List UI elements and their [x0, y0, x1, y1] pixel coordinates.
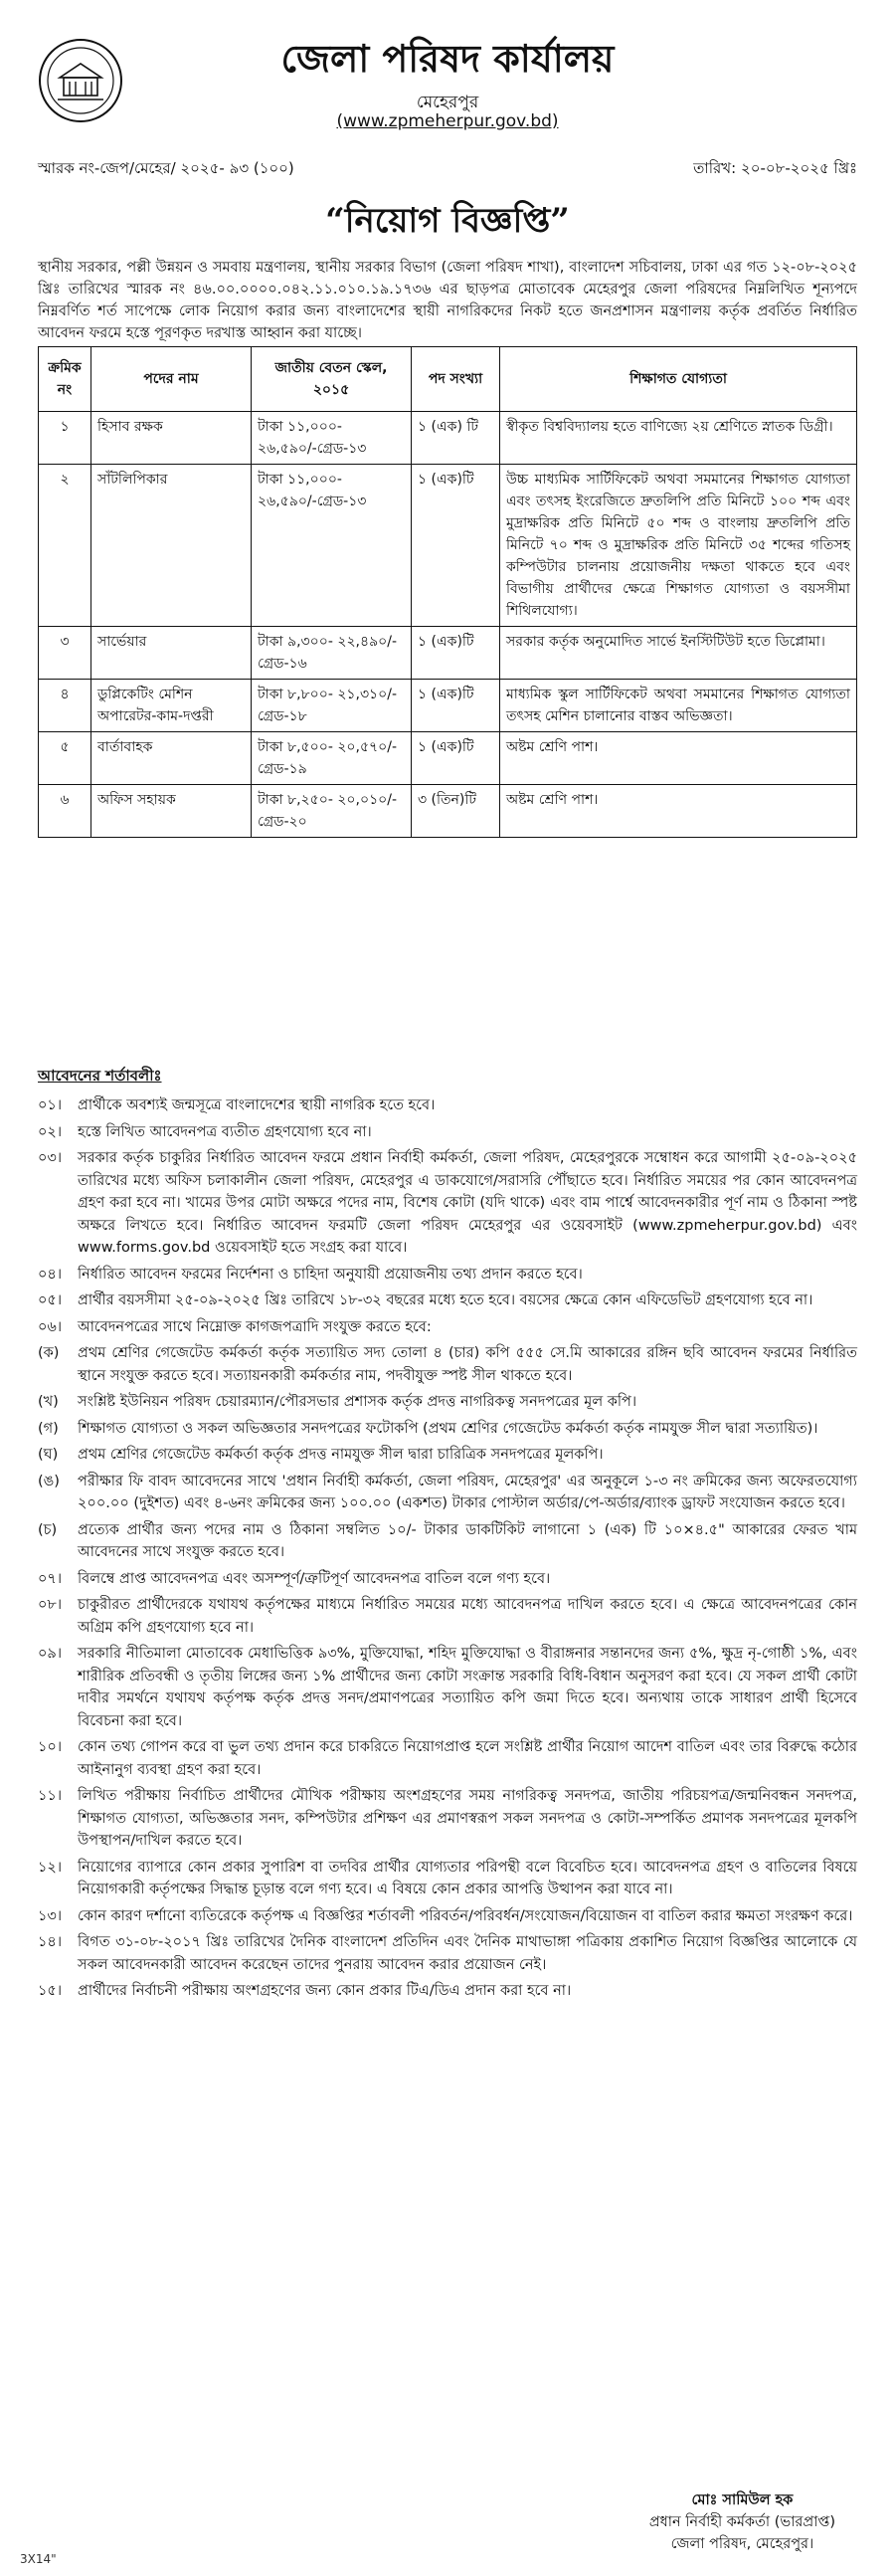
- table-row: [39, 627, 857, 680]
- condition-text: প্রার্থীদের নির্বাচনী পরীক্ষায় অংশগ্রহণের জন্য কোন প্রকার টিএ/ডিএ প্রদান করা হবে না।: [78, 1983, 572, 1999]
- header-post-name: পদের নাম: [91, 347, 252, 412]
- cell-serial: ১: [39, 412, 91, 465]
- condition-number: (গ): [38, 1420, 59, 1437]
- condition-item: [38, 1519, 857, 1564]
- table-row: [39, 412, 857, 465]
- condition-item: [38, 1342, 857, 1387]
- cell-serial: ৩: [39, 627, 91, 680]
- condition-item: [38, 1147, 857, 1260]
- cell-post-count: ১ (এক) টি: [412, 412, 500, 465]
- condition-number: ১৩।: [38, 1907, 63, 1924]
- cell-qualification: সরকার কর্তৃক অনুমোদিত সার্ভে ইনস্টিটিউট হতে ডিপ্লোমা।: [500, 627, 857, 680]
- condition-text: বিগত ৩১-০৮-২০১৭ খ্রিঃ তারিখের দৈনিক বাংলাদেশ প্রতিদিন এবং দৈনিক মাথাভাঙ্গা পত্রিকায় প্রকাশিত নিয়োগ বিজ্ঞপ্তির আলোকে যে সকল আবেদনকারী আবেদন করেছেন তাদের পুনরায় আবেদন করার প্রয়োজন নেই।: [78, 1934, 857, 1973]
- cell-qualification: স্বীকৃত বিশ্ববিদ্যালয় হতে বাণিজ্যে ২য় শ্রেণিতে স্নাতক ডিগ্রী।: [500, 412, 857, 465]
- condition-number: ০৫।: [38, 1292, 63, 1308]
- condition-item: [38, 1121, 857, 1144]
- condition-text: হস্তে লিখিত আবেদনপত্র ব্যতীত গ্রহণযোগ্য হবে না।: [78, 1123, 372, 1140]
- condition-number: ০৮।: [38, 1597, 63, 1613]
- condition-number: ০৩।: [38, 1150, 63, 1166]
- intro-paragraph: স্থানীয় সরকার, পল্লী উন্নয়ন ও সমবায় মন্ত্রণালয়, স্থানীয় সরকার বিভাগ (জেলা পরিষদ শাখা), বাংলাদেশ সচিবালয়, ঢাকা এর গত ১২-০৮-২০২৫ খ্রিঃ তারিখের স্মারক নং ৪৬.০০.০০০০.০৪২.১১.০১০.১৯.১৭৩৬ এর ছাড়পত্র মোতাবেক মেহেরপুর জেলা পরিষদের নিম্নলিখিত শূন্যপদে নিম্নবর্ণিত শর্ত সাপেক্ষে লোক নিয়োগ করার জন্য বাংলাদেশের স্থায়ী নাগরিকদের নিকট হতে জনপ্রশাসন মন্ত্রণালয় কর্তৃক প্রবর্তিত নির্ধারিত আবেদন ফরমে হস্তে পূরণকৃত দরখাস্ত আহ্বান করা যাচ্ছে।: [38, 260, 857, 341]
- cell-pay-scale: টাকা ১১,০০০- ২৬,৫৯০/-গ্রেড-১৩: [252, 465, 412, 627]
- condition-text: প্রথম শ্রেণির গেজেটেড কর্মকর্তা কর্তৃক প্রদত্ত নামযুক্ত সীল দ্বারা চারিত্রিক সনদপত্রের মূলকপি।: [78, 1447, 604, 1463]
- cell-post-name: ডুপ্লিকেটিং মেশিন অপারেটর-কাম-দপ্তরী: [91, 680, 252, 732]
- condition-item: [38, 1471, 857, 1515]
- signatory-designation: প্রধান নির্বাহী কর্মকর্তা (ভারপ্রাপ্ত): [648, 2514, 835, 2530]
- condition-text: প্রথম শ্রেণির গেজেটেড কর্মকর্তা কর্তৃক সত্যায়িত সদ্য তোলা ৪ (চার) কপি ৫৫৫ সে.মি আকারের রঙ্গিন ছবি আবেদন ফরমের নির্ধারিত স্থানে সংযুক্ত করতে হবে। সত্যায়নকারী কর্মকর্তার নাম, পদবীযুক্ত স্পষ্ট সীল থাকতে হবে।: [78, 1345, 857, 1384]
- district-name: মেহেরপুর: [416, 93, 479, 112]
- cell-pay-scale: টাকা ৮,৫০০- ২০,৫৭০/-গ্রেড-১৯: [252, 732, 412, 785]
- condition-item: [38, 1643, 857, 1732]
- cell-post-name: বার্তাবাহক: [91, 732, 252, 785]
- condition-item: [38, 1316, 857, 1339]
- cell-serial: ২: [39, 465, 91, 627]
- cell-pay-scale: টাকা ১১,০০০- ২৬,৫৯০/-গ্রেড-১৩: [252, 412, 412, 465]
- cell-post-name: হিসাব রক্ষক: [91, 412, 252, 465]
- condition-number: ১২।: [38, 1859, 63, 1876]
- cell-post-count: ১ (এক)টি: [412, 627, 500, 680]
- condition-number: ০২।: [38, 1123, 63, 1140]
- condition-item: [38, 1391, 857, 1414]
- condition-number: ১৫।: [38, 1983, 63, 1999]
- cell-pay-scale: টাকা ৮,৮০০- ২১,৩১০/-গ্রেড-১৮: [252, 680, 412, 732]
- cell-post-count: ১ (এক)টি: [412, 680, 500, 732]
- cell-post-count: ১ (এক)টি: [412, 732, 500, 785]
- condition-number: ০৭।: [38, 1570, 63, 1587]
- cell-post-name: অফিস সহায়ক: [91, 785, 252, 838]
- condition-item: [38, 1418, 857, 1441]
- condition-item: [38, 1594, 857, 1639]
- condition-number: ১০।: [38, 1739, 63, 1755]
- condition-item: [38, 1931, 857, 1976]
- condition-item: [38, 1444, 857, 1467]
- table-row: [39, 465, 857, 627]
- condition-item: [38, 1980, 857, 2003]
- condition-text: চাকুরীরত প্রার্থীদেরকে যথাযথ কর্তৃপক্ষের মাধ্যমে নির্ধারিত সময়ের মধ্যে আবেদনপত্র দাখিল করতে হবে। এ ক্ষেত্রে আবেদনপত্রের কোন অগ্রিম কপি গ্রহণযোগ্য হবে না।: [78, 1597, 857, 1636]
- cell-post-name: সাঁটলিপিকার: [91, 465, 252, 627]
- condition-text: বিলম্বে প্রাপ্ত আবেদনপত্র এবং অসম্পূর্ণ/ত্রুটিপূর্ণ আবেদনপত্র বাতিল বলে গণ্য হবে।: [78, 1570, 551, 1587]
- condition-item: [38, 1905, 857, 1928]
- condition-number: ০১।: [38, 1097, 63, 1113]
- cell-serial: ৬: [39, 785, 91, 838]
- conditions-list: [38, 1094, 857, 2011]
- table-row: [39, 680, 857, 732]
- cell-qualification: অষ্টম শ্রেণি পাশ।: [500, 785, 857, 838]
- memo-date: তারিখ: ২০-০৮-২০২৫ খ্রিঃ: [693, 159, 857, 177]
- signature-block: [649, 2489, 835, 2555]
- condition-item: [38, 1736, 857, 1781]
- condition-number: (খ): [38, 1394, 59, 1410]
- condition-text: সরকার কর্তৃক চাকুরির নির্ধারিত আবেদন ফরমে প্রধান নির্বাহী কর্মকর্তা, জেলা পরিষদ, মেহেরপুরকে সম্বোধন করে আগামী ২৫-০৯-২০২৫ তারিখের মধ্যে অফিস চলাকালীন জেলা পরিষদ, মেহেরপুর এ ডাকযোগে/সরাসরি পৌঁছাতে হবে। নির্ধারিত সময়ের পর কোন আবেদনপত্র গ্রহণ করা হবে না। খামের উপর মোটা অক্ষরে পদের নাম, বিশেষ কোটা (যদি থাকে) এবং বাম পার্শ্বে আবেদনকারীর পূর্ণ নাম ও ঠিকানা স্পষ্ট অক্ষরে লিখতে হবে। নির্ধারিত আবেদন ফরমটি জেলা পরিষদ মেহেরপুর এর ওয়েবসাইট (www.zpmeherpur.gov.bd) এবং www.forms.gov.bd ওয়েবসাইট হতে সংগ্রহ করা যাবে।: [78, 1150, 857, 1256]
- ad-size-code: 3X14": [20, 2552, 57, 2566]
- cell-qualification: অষ্টম শ্রেণি পাশ।: [500, 732, 857, 785]
- condition-item: [38, 1857, 857, 1901]
- office-website: (www.zpmeherpur.gov.bd): [336, 111, 559, 131]
- condition-item: [38, 1264, 857, 1287]
- cell-pay-scale: টাকা ৯,৩০০- ২২,৪৯০/- গ্রেড-১৬: [252, 627, 412, 680]
- cell-qualification: উচ্চ মাধ্যমিক সার্টিফিকেট অথবা সমমানের শিক্ষাগত যোগ্যতা এবং তৎসহ ইংরেজিতে দ্রুতলিপি প্রতি মিনিটে ১০০ শব্দ এবং মুদ্রাক্ষরিক প্রতি মিনিটে ৫০ শব্দ ও বাংলায় দ্রুতলিপি প্রতি মিনিটে ৭০ শব্দ ও মুদ্রাক্ষরিক প্রতি মিনিটে ৩৫ শব্দের গতিসহ কম্পিউটার চালনায় প্রয়োজনীয় দক্ষতা থাকতে হবে এবং বিভাগীয় প্রার্থীদের ক্ষেত্রে শিক্ষাগত যোগ্যতা ও বয়সসীমা শিথিলযোগ্য।: [500, 465, 857, 627]
- table-header-row: [39, 347, 857, 412]
- condition-text: কোন তথ্য গোপন করে বা ভুল তথ্য প্রদান করে চাকরিতে নিয়োগপ্রাপ্ত হলে সংশ্লিষ্ট প্রার্থীর নিয়োগ আদেশ বাতিল এবং তার বিরুদ্ধে কঠোর আইনানুগ ব্যবস্থা গ্রহণ করা হবে।: [78, 1739, 857, 1778]
- cell-pay-scale: টাকা ৮,২৫০- ২০,০১০/-গ্রেড-২০: [252, 785, 412, 838]
- cell-qualification: মাধ্যমিক স্কুল সার্টিফিকেট অথবা সমমানের শিক্ষাগত যোগ্যতা তৎসহ মেশিন চালানোর বাস্তব অভিজ্ঞতা।: [500, 680, 857, 732]
- condition-number: (ক): [38, 1345, 60, 1361]
- cell-post-name: সার্ভেয়ার: [91, 627, 252, 680]
- signatory-name: মোঃ সামিউল হক: [691, 2492, 794, 2508]
- condition-number: ০৯।: [38, 1646, 63, 1662]
- condition-number: (ঘ): [38, 1447, 59, 1463]
- condition-text: সংশ্লিষ্ট ইউনিয়ন পরিষদ চেয়ারম্যান/পৌরসভার প্রশাসক কর্তৃক প্রদত্ত নাগরিকত্ব সনদপত্রের মূল কপি।: [78, 1394, 637, 1410]
- memo-reference: স্মারক নং-জেপ/মেহের/ ২০২৫- ৯৩ (১০০): [38, 159, 294, 177]
- signatory-office: জেলা পরিষদ, মেহেরপুর।: [670, 2536, 814, 2552]
- table-row: [39, 732, 857, 785]
- cell-post-count: ৩ (তিন)টি: [412, 785, 500, 838]
- condition-number: (ঙ): [38, 1473, 60, 1489]
- condition-number: ০৬।: [38, 1318, 63, 1335]
- condition-text: কোন কারণ দর্শানো ব্যতিরেকে কর্তৃপক্ষ এ বিজ্ঞপ্তির শর্তাবলী পরিবর্তন/পরিবর্ধন/সংযোজন/বিয়োজন বা বাতিল করার ক্ষমতা সংরক্ষণ করে।: [78, 1907, 853, 1924]
- header-post-count: পদ সংখ্যা: [412, 347, 500, 412]
- cell-post-count: ১ (এক)টি: [412, 465, 500, 627]
- condition-text: সরকারি নীতিমালা মোতাবেক মেধাভিত্তিক ৯৩%, মুক্তিযোদ্ধা, শহিদ মুক্তিযোদ্ধা ও বীরাঙ্গনার সন্তানদের জন্য ৫%, ক্ষুদ্র নৃ-গোষ্ঠী ১%, এবং শারীরিক প্রতিবন্ধী ও তৃতীয় লিঙ্গের জন্য ১% প্রার্থীদের জন্য কোটা সংক্রান্ত সরকারি বিধি-বিধান অনুসরণ করা হবে। যে সকল প্রার্থী কোটা দাবীর সমর্থনে যথাযথ কর্তৃপক্ষ কর্তৃক প্রদত্ত সনদ/প্রমাণপত্রের সত্যায়িত কপি জমা দিতে হবে। অন্যথায় তাকে সাধারণ প্রার্থী হিসেবে বিবেচনা করা হবে।: [78, 1646, 857, 1729]
- office-title: জেলা পরিষদ কার্যালয়: [280, 37, 615, 81]
- condition-text: আবেদনপত্রের সাথে নিম্নোক্ত কাগজপত্রাদি সংযুক্ত করতে হবে:: [78, 1318, 432, 1335]
- notice-title: “নিয়োগ বিজ্ঞপ্তি”: [325, 201, 570, 241]
- header-pay-scale: জাতীয় বেতন স্কেল, ২০১৫: [252, 347, 412, 412]
- condition-number: ১১।: [38, 1788, 63, 1804]
- condition-item: [38, 1785, 857, 1853]
- condition-number: ১৪।: [38, 1934, 63, 1950]
- condition-text: প্রার্থীর বয়সসীমা ২৫-০৯-২০২৫ খ্রিঃ তারিখে ১৮-৩২ বছরের মধ্যে হতে হবে। বয়সের ক্ষেত্রে কোন এফিডেভিট গ্রহণযোগ্য হবে না।: [78, 1292, 813, 1308]
- vacancy-table: [38, 346, 857, 838]
- condition-text: শিক্ষাগত যোগ্যতা ও সকল অভিজ্ঞতার সনদপত্রের ফটোকপি (প্রথম শ্রেণির গেজেটেড কর্মকর্তা কর্তৃক নামযুক্ত সীল দ্বারা সত্যায়িত)।: [78, 1420, 818, 1437]
- condition-text: লিখিত পরীক্ষায় নির্বাচিত প্রার্থীদের মৌখিক পরীক্ষায় অংশগ্রহণের সময় নাগরিকত্ব সনদপত্র, জাতীয় পরিচয়পত্র/জন্মনিবন্ধন সনদপত্র, শিক্ষাগত যোগ্যতা, অভিজ্ঞতার সনদ, কম্পিউটার প্রশিক্ষণ এর প্রমাণস্বরূপ সকল সনদপত্র ও কোটা-সম্পর্কিত প্রমাণক সনদপত্রের মূলকপি উপস্থাপন/দাখিল করতে হবে।: [78, 1788, 857, 1849]
- condition-text: পরীক্ষার ফি বাবদ আবেদনের সাথে 'প্রধান নির্বাহী কর্মকর্তা, জেলা পরিষদ, মেহেরপুর' এর অনুকূলে ১-৩ নং ক্রমিকের জন্য অফেরতযোগ্য ২০০.০০ (দুইশত) এবং ৪-৬নং ক্রমিকের জন্য ১০০.০০ (একশত) টাকার পোস্টাল অর্ডার/পে-অর্ডার/ব্যাংক ড্রাফট সংযোজন করতে হবে।: [78, 1473, 857, 1511]
- header-qualification: শিক্ষাগত যোগ্যতা: [500, 347, 857, 412]
- cell-serial: ৫: [39, 732, 91, 785]
- condition-item: [38, 1094, 857, 1117]
- conditions-heading: আবেদনের শর্তাবলীঃ: [38, 1067, 162, 1085]
- letterhead: [0, 0, 895, 149]
- condition-number: (চ): [38, 1521, 58, 1538]
- table-row: [39, 785, 857, 838]
- condition-item: [38, 1568, 857, 1591]
- condition-text: নিয়োগের ব্যাপারে কোন প্রকার সুপারিশ বা তদবির প্রার্থীর যোগ্যতার পরিপন্থী বলে বিবেচিত হবে। আবেদনপত্র গ্রহণ ও বাতিলের বিষয়ে নিয়োগকারী কর্তৃপক্ষের সিদ্ধান্ত চূড়ান্ত বলে গণ্য হবে। এ বিষয়ে কোন প্রকার আপত্তি উত্থাপন করা যাবে না।: [78, 1859, 857, 1897]
- cell-serial: ৪: [39, 680, 91, 732]
- header-serial: ক্রমিক নং: [39, 347, 91, 412]
- condition-text: প্রত্যেক প্রার্থীর জন্য পদের নাম ও ঠিকানা সম্বলিত ১০/- টাকার ডাকটিকিট লাগানো ১ (এক) টি ১০×৪.৫" আকারের ফেরত খাম আবেদনের সাথে সংযুক্ত করতে হবে।: [78, 1521, 857, 1560]
- condition-item: [38, 1289, 857, 1312]
- condition-number: ০৪।: [38, 1266, 63, 1283]
- condition-text: প্রার্থীকে অবশ্যই জন্মসূত্রে বাংলাদেশের স্থায়ী নাগরিক হতে হবে।: [78, 1097, 436, 1113]
- condition-text: নির্ধারিত আবেদন ফরমের নির্দেশনা ও চাহিদা অনুযায়ী প্রয়োজনীয় তথ্য প্রদান করতে হবে।: [78, 1266, 583, 1283]
